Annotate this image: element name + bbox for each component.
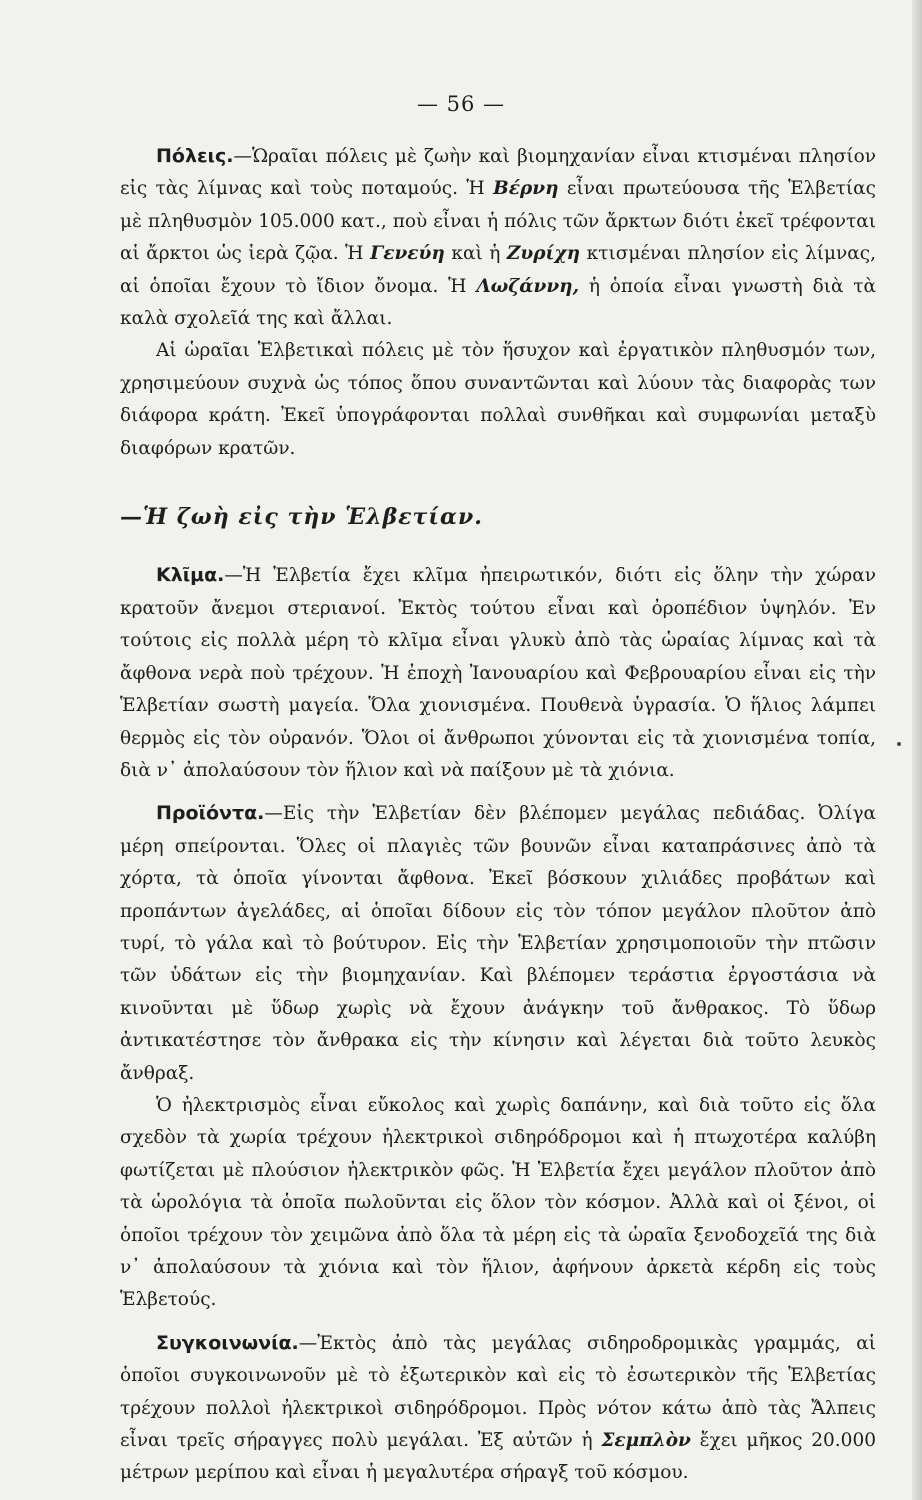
page-body <box>120 140 876 1490</box>
heading-cities: Πόλεις. <box>156 145 234 167</box>
section-heading: —Ἡ ζωὴ εἰς τὴν Ἑλβετίαν. <box>120 504 483 531</box>
page-edge-shadow <box>912 0 922 1500</box>
city-name-lausanne: Λωζάννη, <box>476 275 580 297</box>
text-segment: —Ἡ Ἑλβετία ἔχει κλῖμα ἠπειρωτικόν, διότι εἰς ὅλην τὴν χώραν κρατοῦν ἄνεμοι στεριανοί. Ἐκτὸς τούτου εἶναι καὶ ὀροπέδιον ὑψηλόν. Ἐν τούτοις εἰς πολλὰ μέρη τὸ κλῖμα εἶναι γλυκὺ ἀπὸ τὰς ὡραίας λίμνας καὶ τὰ ἄφθονα νερὰ ποὺ τρέχουν. Ἡ ἐποχὴ Ἰανουαρίου καὶ Φεβρουαρίου εἶναι εἰς τὴν Ἑλβετίαν σωστὴ μαγεία. Ὅλα χιονισμένα. Πουθενὰ ὑγρασία. Ὁ ἥλιος λάμπει θερμὸς εἰς τὸν οὐρανόν. Ὅλοι οἱ ἄνθρωποι χύνονται εἰς τὰ χιονισμένα τοπία, διὰ ν᾿ ἀπολαύσουν τὸν ἥλιον καὶ νὰ παίξουν μὲ τὰ χιόνια. <box>120 565 876 781</box>
heading-climate: Κλῖμα. <box>156 564 225 587</box>
print-speck <box>897 742 901 746</box>
city-name-geneva: Γενεύη <box>370 243 445 265</box>
spacer <box>120 787 876 797</box>
text-segment: ἡ ὁποία εἶναι γνωστὴ διὰ τὰ καλὰ σχολεῖά της καὶ ἄλλαι. <box>120 275 876 330</box>
heading-products: Προϊόντα. <box>156 802 265 825</box>
paragraph-climate <box>120 559 876 787</box>
text-segment: —Εἰς τὴν Ἑλβετίαν δὲν βλέπομεν μεγάλας πεδιάδας. Ὀλίγα μέρη σπείρονται. Ὅλες οἱ πλαγιὲς τῶν βουνῶν εἶναι καταπράσινες ἀπὸ τὰ χόρτα, τὰ ὁποῖα γίνονται ἄφθονα. Ἐκεῖ βόσκουν χιλιάδες προβάτων καὶ προπάντων ἀγελάδες, αἱ ὁποῖαι δίδουν εἰς τὸν τόπον μεγάλον πλοῦτον ἀπὸ τυρί, τὸ γάλα καὶ τὸ βούτυρον. Εἰς τὴν Ἑλβετίαν χρησιμοποιοῦν τὴν πτῶσιν τῶν ὑδάτων εἰς τὴν βιομηχανίαν. Καὶ βλέπομεν τεράστια ἐργοστάσια νὰ κινοῦνται μὲ ὕδωρ χωρὶς νὰ ἔχουν ἀνάγκην τοῦ ἄνθρακος. Τὸ ὕδωρ ἀντικατέστησε τὸν ἄνθρακα εἰς τὴν κίνησιν καὶ λέγεται διὰ τοῦτο λευκὸς ἄνθραξ. <box>120 803 876 1084</box>
text-segment: καὶ ἡ <box>444 243 507 265</box>
text-segment: —Ἐκτὸς ἀπὸ τὰς μεγάλας σιδηροδρομικὰς γραμμάς, αἱ ὁποῖοι συγκοινωνοῦν μὲ τὸ ἐξωτερικὸν καὶ εἰς τὸ ἐσωτερικὸν τῆς Ἑλβετίας τρέχουν πολλοὶ ἠλεκτρικοὶ σιδηρόδρομοι. Πρὸς νότον κάτω ἀπὸ τὰς Ἄλπεις εἶναι τρεῖς σήραγγες πολὺ μεγάλαι. Ἐξ αὐτῶν ἡ <box>120 1332 876 1452</box>
text-segment: κτισμέναι πλησίον εἰς λίμνας, αἱ ὁποῖαι ἔχουν τὸ ἴδιον ὄνομα. Ἡ <box>120 243 876 297</box>
paragraph-cities-2: Αἱ ὡραῖαι Ἑλβετικαὶ πόλεις μὲ τὸν ἥσυχον καὶ ἐργατικὸν πληθυσμόν των, χρησιμεύουν συχνὰ ὡς τόπος ὅπου συναντῶνται καὶ λύουν τὰς διαφορὰς των διάφορα κράτη. Ἐκεῖ ὑπογράφονται πολλαὶ συνθῆκαι καὶ συμφωνίαι μεταξὺ διαφόρων κρατῶν. <box>120 340 876 459</box>
city-name-zurich: Ζυρίχη <box>506 243 581 265</box>
paragraph-products-2: Ὁ ἠλεκτρισμὸς εἶναι εὔκολος καὶ χωρὶς δαπάνην, καὶ διὰ τοῦτο εἰς ὅλα σχεδὸν τὰ χωρία τρέχουν ἠλεκτρικοὶ σιδηρόδρομοι καὶ ἡ πτωχοτέρα καλύβη φωτίζεται μὲ πλούσιον ἠλεκτρικὸν φῶς. Ἡ Ἑλβετία ἔχει μεγάλον πλοῦτον ἀπὸ τὰ ὡρολόγια τὰ ὁποῖα πωλοῦνται εἰς ὅλον τὸν κόσμον. Ἀλλὰ καὶ οἱ ξένοι, οἱ ὁποῖοι τρέχουν τὸν χειμῶνα ἀπὸ ὅλα τὰ μέρη εἰς τὰ ὡραῖα ξενοδοχεῖά της διὰ ν᾿ ἀπολαύσουν τὰ χιόνια καὶ τὸν ἥλιον, ἀφήνουν ἀρκετὰ κέρδη εἰς τοὺς Ἑλβετούς. <box>120 1094 876 1311</box>
city-name-bern: Βέρνη <box>493 178 559 200</box>
spacer <box>120 1317 876 1327</box>
page-number: — 56 — <box>416 92 506 116</box>
paragraph-cities <box>120 140 876 335</box>
paragraph-transport <box>120 1327 876 1490</box>
paragraph-products <box>120 797 876 1090</box>
text-segment: ἔχει μῆκος 20.000 μέτρων μερίπου καὶ εἶναι ἡ μεγαλυτέρα σήραγξ τοῦ κόσμου. <box>120 1430 876 1484</box>
text-segment: —Ὡραῖαι πόλεις μὲ ζωὴν καὶ βιομηχανίαν εἶναι κτισμέναι πλησίον εἰς τὰς λίμνας καὶ τοὺς ποταμούς. Ἡ <box>120 146 876 200</box>
tunnel-name-simplon: Σεμπλὸν <box>601 1430 691 1452</box>
text-segment: εἶναι πρωτεύουσα τῆς Ἑλβετίας μὲ πληθυσμὸν 105.000 κατ., ποὺ εἶναι ἡ πόλις τῶν ἄρκτων διότι ἐκεῖ τρέφονται αἱ ἄρκτοι ὡς ἱερὰ ζῷα. Ἡ <box>120 178 876 265</box>
heading-transport: Συγκοινωνία. <box>156 1331 299 1354</box>
